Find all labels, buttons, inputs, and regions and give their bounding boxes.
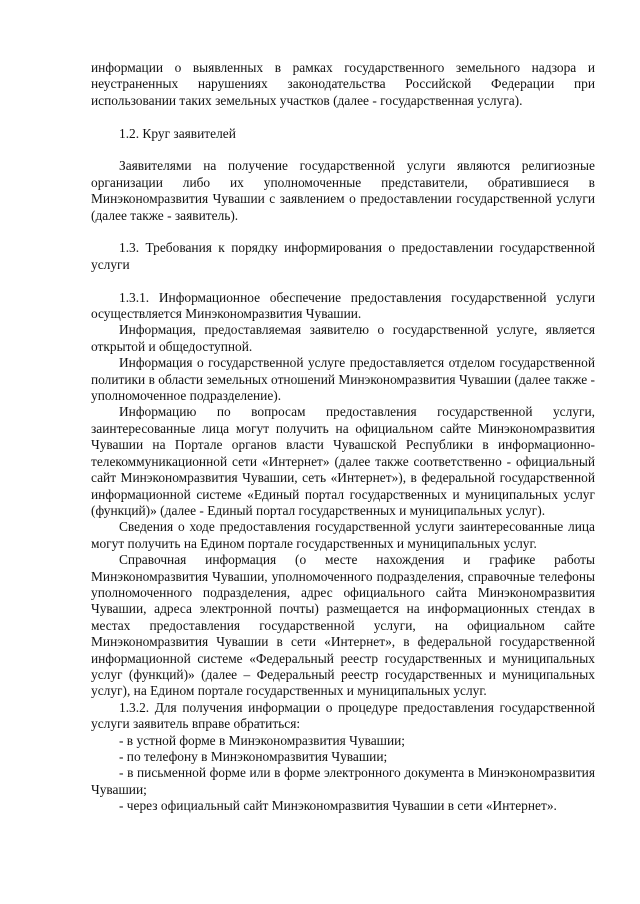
- list-item: - через официальный сайт Минэкономразвития Чувашии в сети «Интернет».: [119, 798, 557, 814]
- paragraph-1-3-1: 1.3.1. Информационное обеспечение предоставления государственной услуги осуществляется Минэкономразвития Чувашии.: [91, 289, 595, 322]
- section-heading-1-2: 1.2. Круг заявителей: [119, 125, 236, 141]
- paragraph-service-definition-end: информации о выявленных в рамках государственного земельного надзора и неустраненных нарушениях законодательства Российской Федерации при использовании таких земельных участков (далее - государственная услуга).: [91, 60, 595, 108]
- paragraph-reference-info: Справочная информация (о месте нахождения и графике работы Минэкономразвития Чувашии, уполномоченного подразделения, справочные телефоны уполномоченного подразделения, адрес официального сайта Минэкономразвития Чувашии, адреса электронной почты) размещается на информационных стендах в местах предоставления государственной услуги, на официальном сайте Минэкономразвития Чувашии в сети «Интернет», в федеральной государственной информационной системе «Федеральный реестр государственных и муниципальных услуг (функций)» (далее – Федеральный реестр государственных и муниципальных услуг), на Едином портале государственных и муниципальных услуг.: [91, 552, 595, 699]
- document-page: [91, 60, 595, 815]
- paragraph-info-sources: Информацию по вопросам предоставления государственной услуги, заинтересованные лица могут получить на официальном сайте Минэкономразвития Чувашии на Портале органов власти Чувашской Республики в информационно-телекоммуникационной сети «Интернет» (далее также соответственно - официальный сайт Минэкономразвития Чувашии, сеть «Интернет»), в федеральной государственной информационной системе «Единый портал государственных и муниципальных услуг (функций)» (далее - Единый портал государственных и муниципальных услуг).: [91, 404, 595, 518]
- list-item: - по телефону в Минэкономразвития Чувашии;: [119, 749, 388, 764]
- paragraph-applicants: Заявителями на получение государственной услуги являются религиозные организации либо их уполномоченные представители, обратившиеся в Минэкономразвития Чувашии с заявлением о предоставлении государственной услуги (далее также - заявитель).: [91, 158, 595, 223]
- section-heading-1-3: 1.3. Требования к порядку информирования о предоставлении государственной услуги: [91, 240, 595, 272]
- paragraph-1-3-2: 1.3.2. Для получения информации о процедуре предоставления государственной услуги заявитель вправе обратиться:: [91, 699, 595, 732]
- paragraph-progress-info: Сведения о ходе предоставления государственной услуги заинтересованные лица могут получить на Едином портале государственных и муниципальных услуг.: [91, 519, 595, 551]
- list-item: - в устной форме в Минэкономразвития Чувашии;: [119, 732, 406, 748]
- paragraph-info-department: Информация о государственной услуге предоставляется отделом государственной политики в области земельных отношений Минэкономразвития Чувашии (далее также - уполномоченное подразделение).: [91, 355, 595, 404]
- list-item: - в письменной форме или в форме электронного документа в Минэкономразвития Чувашии;: [91, 765, 595, 797]
- paragraph-info-open: Информация, предоставляемая заявителю о государственной услуге, является открытой и общедоступной.: [91, 322, 595, 354]
